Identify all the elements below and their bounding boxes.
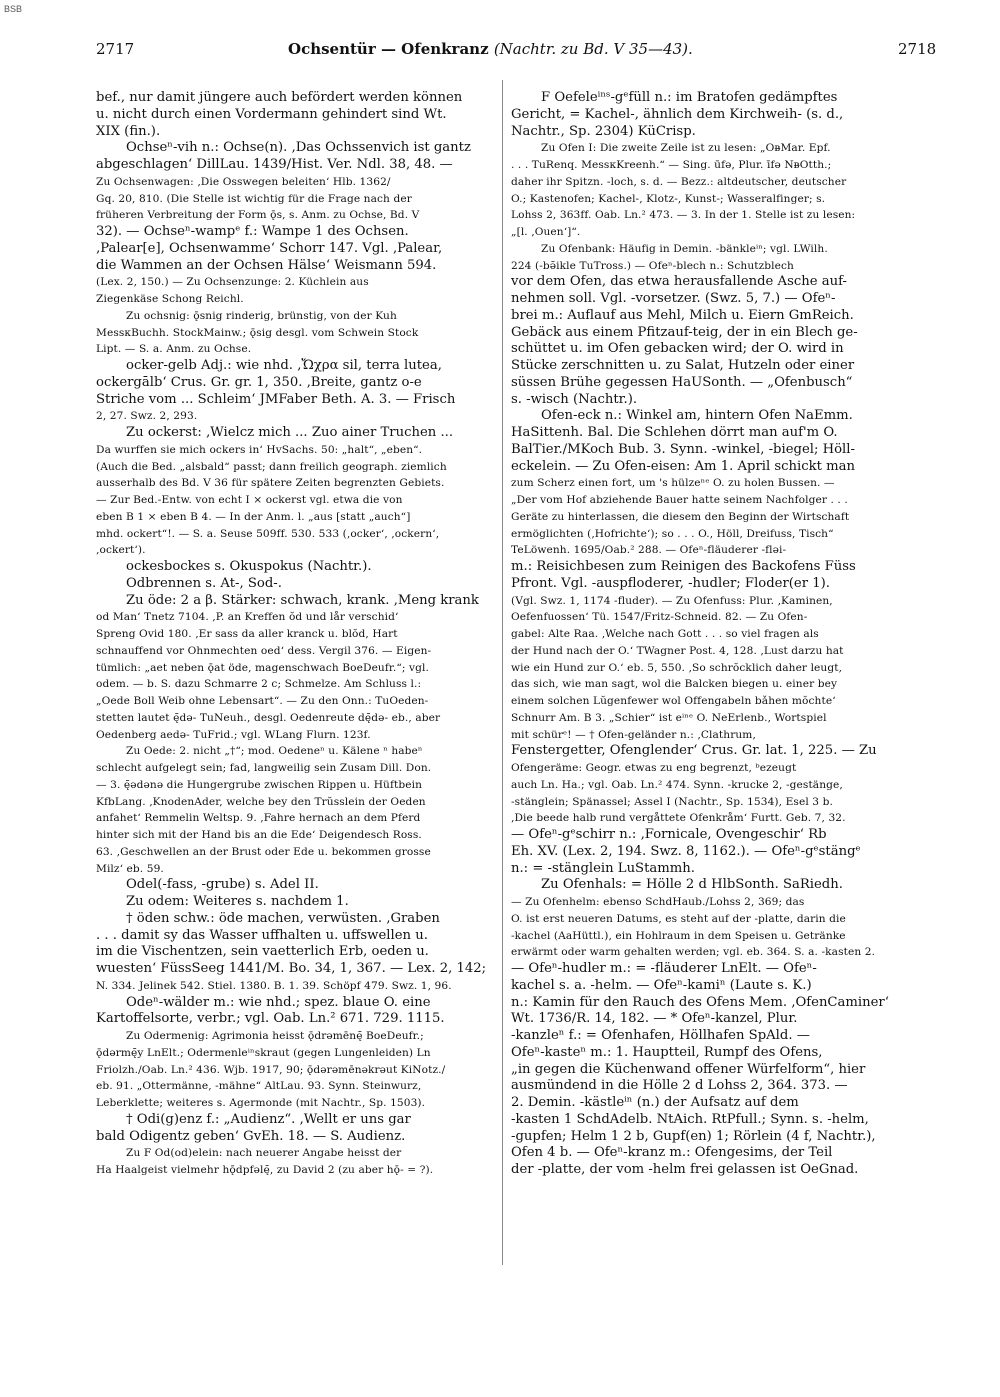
text-line: schüttet u. im Ofen gebacken wird; der O. wird in [511, 341, 844, 357]
text-line: Geräte zu hinterlassen, die diesem den Beginn der Wirtschaft [511, 510, 850, 523]
text-line: brei m.: Auflauf aus Mehl, Milch u. Eiern GmReich. [511, 307, 854, 323]
text-line: „[l. ‚Ouen‘]“. [511, 226, 581, 238]
text-line: O. ist erst neueren Datums, es steht auf der -platte, darin die [511, 912, 846, 925]
text-line: Ofeⁿ-kasteⁿ m.: 1. Hauptteil, Rumpf des Ofens, [511, 1044, 823, 1060]
text-line: s. -wisch (Nachtr.). [511, 391, 638, 407]
text-line: † Odi(g)enz f.: „Audienz“. ‚Wellt er uns gar [126, 1111, 411, 1127]
text-line: Friolzh./Oab. Ln.² 436. Wjb. 1917, 90; ǭdərəmēnəkrəut KiNotz./ [96, 1063, 446, 1076]
text-line: . . . TuRenq. MessᴋKreenh.“ — Sing. ūfə, Plur. īfə NᴃOtth.; [511, 159, 832, 171]
text-line: Striche vom ... Schleim‘ JMFaber Beth. A. 3. — Frisch [96, 391, 456, 407]
text-line: Zu Odermenig: Agrimonia heisst ǭdrəmēnę̄ BoeDeufr.; [126, 1030, 424, 1042]
text-line: Ofengeräme: Geogr. etwas zu eng begrenzt, ᵇezeugt [511, 762, 797, 774]
text-line: ocker-gelb Adj.: wie nhd. ‚Ὤχρα sil, terra lutea, [126, 358, 442, 373]
text-line: Lipt. — S. a. Anm. zu Ochse. [96, 343, 252, 356]
text-line: Odel(-fass, -grube) s. Adel II. [126, 877, 319, 893]
text-line: Stücke zerschnitten u. zu Salat, Hutzeln oder einer [511, 358, 855, 373]
text-line: „in gegen die Küchenwand offener Würfelform“, hier [511, 1061, 866, 1077]
text-line: süssen Brühe gegessen HaUSonth. — „Ofenbusch“ [511, 374, 853, 390]
text-line: Spreng Ovid 180. ‚Er sass da aller kranck u. blŏd, Hart [96, 628, 398, 640]
text-line: -kanzleⁿ f.: = Ofenhafen, Höllhafen SpAld. — [511, 1028, 810, 1043]
text-line: das sich, wie man sagt, wol die Balcken biegen u. einer bey [511, 678, 838, 691]
text-line: — Ofeⁿ-gᵉschirr n.: ‚Fornicale, Ovengeschir‘ Rb [511, 827, 827, 842]
text-line: hinter sich mit der Hand bis an die Ede‘ Deigendesch Ross. [96, 829, 422, 841]
text-line: (Lex. 2, 150.) — Zu Ochsenzunge: 2. Küchlein aus [96, 276, 369, 289]
text-line: Eh. XV. (Lex. 2, 194. Swz. 8, 1162.). — Ofeⁿ-gᵉstängᵉ [511, 843, 861, 859]
text-line: Schnurr Am. B 3. „Schier“ ist eⁱⁿᵉ O. NeErlenb., Wortspiel [511, 711, 827, 724]
text-line: O.; Kastenofen; Kachel-, Klotz-, Kunst-; Wasseralfinger; s. [511, 192, 826, 205]
text-line: Wt. 1736/R. 14, 182. — * Ofeⁿ-kanzel, Plur. [511, 1011, 798, 1027]
text-line: Zu Oede: 2. nicht „†“; mod. Oedeneⁿ u. Kälene ⁿ habeⁿ [126, 745, 423, 758]
header-title: Ochsentür — Ofenkranz [288, 40, 489, 58]
text-line: Zu Ofenhals: = Hölle 2 d HlbSonth. SaRiedh. [541, 877, 843, 893]
text-line: bald Odigentz geben‘ GvEh. 18. — S. Audienz. [96, 1128, 406, 1144]
text-line: N. 334. Jelinek 542. Stiel. 1380. B. 1. 39. Schöpf 479. Swz. 1, 96. [96, 979, 452, 992]
text-line: Oedenberg aedə- TuFrid.; vgl. WLang Flurn. 123f. [96, 728, 371, 741]
text-line: — 3. ę̄ədənə die Hungergrube zwischen Rippen u. Hüftbein [96, 778, 423, 791]
text-line: -gupfen; Helm 1 2 b, Gupf(en) 1; Rörlein (4 f, Nachtr.), [511, 1128, 876, 1144]
text-line: Ha Haalgeist vielmehr hǭdpfəlę̄, zu David 2 (zu aber hǭ- = ?). [96, 1164, 434, 1176]
text-line: HaSittenh. Bal. Die Schlehen dörrt man auf'm O. [511, 425, 838, 440]
text-line: Zu Ofenbank: Häufig in Demin. -bänkleⁱⁿ; vgl. LWilh. [541, 242, 828, 255]
text-line: der -platte, der vom -helm frei gelassen ist OeGnad. [511, 1162, 859, 1177]
text-line: -kasten 1 SchdAdelb. NtAich. RtPfull.; Synn. s. -helm, [511, 1111, 869, 1127]
text-line: Kartoffelsorte, verbr.; vgl. Oab. Ln.² 671. 729. 1115. [96, 1011, 445, 1027]
text-line: „Oede Boll Weib ohne Lebensart“. — Zu den Onn.: TuOeden- [96, 695, 429, 707]
text-line: früheren Verbreitung der Form ǭs, s. Anm. zu Ochse, Bd. V [96, 209, 420, 222]
text-line: ermöglichten (‚Hofrichte‘); so . . . O., Höll, Dreifuss, Tisch“ [511, 527, 834, 540]
text-line: ausserhalb des Bd. V 36 für spätere Zeiten begrenzten Gebiets. [96, 477, 445, 490]
text-line: wuesten‘ FüssSeeg 1441/M. Bo. 34, 1, 367. — Lex. 2, 142; [96, 961, 487, 976]
text-line: XIX (fin.). [96, 123, 161, 139]
text-line: 2, 27. Swz. 2, 293. [96, 410, 198, 423]
text-line: TeLöwenh. 1695/Oab.² 288. — Ofeⁿ-fläuderer -flǝi- [511, 544, 787, 557]
text-line: (Vgl. Swz. 1, 1174 -fluder). — Zu Ofenfuss: Plur. ‚Kaminen, [511, 594, 833, 607]
text-line: schlecht aufgelegt sein; fad, langweilig sein Zusam Dill. Don. [96, 762, 432, 774]
text-line: daher ihr Spitzn. -loch, s. d. — Bezz.: altdeutscher, deutscher [511, 175, 847, 188]
text-line: KfbLang. ‚KnodenAder, welche bey den Trŭsslein der Oeden [96, 795, 426, 808]
text-line: u. nicht durch einen Vordermann gehindert sind Wt. [96, 106, 447, 122]
text-line: „Der vom Hof abziehende Bauer hatte seinem Nachfolger . . . [511, 494, 848, 506]
text-line: Odeⁿ-wälder m.: wie nhd.; spez. blaue O. eine [126, 994, 431, 1010]
text-line: 63. ‚Geschwellen an der Brust oder Ede u. bekommen grosse [96, 845, 431, 858]
text-line: Zu ockerst: ‚Wielcz mich ... Zuo ainer Truchen ... [126, 425, 454, 440]
text-line: od Man‘ Tnetz 7104. ‚P. an Kreffen ŏd und lår verschid‘ [96, 611, 399, 624]
text-line: (Auch die Bed. „alsbald“ passt; dann freilich geograph. ziemlich [96, 460, 447, 473]
text-line: Zu Ofen I: Die zweite Zeile ist zu lesen: „OᴃMar. Epf. [541, 142, 831, 155]
text-line: ‚Die beede halb rund vergåttete Ofenkråm‘ Furtt. Geb. 7, 32. [511, 812, 846, 825]
text-line: gabel: Alte Raa. ‚Welche nach Gott . . . so viel fragen als [511, 628, 819, 640]
text-line: . . . damit sy das Wasser uffhalten u. uffswellen u. [96, 927, 428, 943]
text-line: zum Scherz einen fort, um 's hülzeⁿᵉ O. zu holen Bussen. — [511, 477, 835, 490]
library-mark: BSB [4, 4, 23, 14]
text-line: F Oefeleⁱⁿˢ-gᵉfüll n.: im Bratofen gedämpftes [541, 90, 838, 105]
text-line: n.: = -stänglein LuStammh. [511, 860, 695, 876]
text-line: einem solchen Lŭgenfewer wol Offengabeln bǎhen mŏchte‘ [511, 695, 836, 707]
text-line: ockesbockes s. Okuspokus (Nachtr.). [126, 559, 372, 574]
text-line: schnauffend vor Ohnmechten oed‘ dess. Vergil 376. — Eigen- [96, 644, 432, 657]
text-line: ausmündend in die Hölle 2 d Lohss 2, 364. 373. — [511, 1078, 848, 1094]
text-line: Zu F Od(od)elein: nach neuerer Angabe heisst der [126, 1147, 402, 1160]
text-line: Nachtr., Sp. 2304) KüCrisp. [511, 123, 696, 139]
text-line: 32). — Ochseⁿ-wampᵉ f.: Wampe 1 des Ochsen. [96, 224, 409, 239]
text-line: ‚Palear[e], Ochsenwamme‘ Schorr 147. Vgl. ‚Palear, [96, 240, 443, 256]
header-subtitle: (Nachtr. zu Bd. V 35—43). [493, 40, 693, 58]
text-line: Ochseⁿ-vih n.: Ochse(n). ‚Das Ochssenvich ist gantz [126, 140, 471, 156]
text-line: Zu odem: Weiteres s. nachdem 1. [126, 894, 349, 909]
text-line: Da wurffen sie mich ockers in‘ HvSachs. 50: „halt“, „eben“. [96, 443, 423, 456]
text-line: eb. 91. „Ottermänne, -mähne“ AltLau. 93. Synn. Steinwurz, [96, 1080, 422, 1093]
text-line: Fenstergetter, Ofenglender‘ Crus. Gr. lat. 1, 225. — Zu [511, 743, 877, 759]
text-line: bef., nur damit jüngere auch befördert werden können [96, 90, 463, 105]
text-line: mit schürᵉ! — † Ofen-geländer n.: ‚Clathrum, [511, 728, 756, 741]
text-line: anfahet‘ Remmelin Weltsp. 9. ‚Fahre hernach an dem Pferd [96, 812, 421, 825]
text-line: tümlich: „aet neben ǭat öde, magenschwach BoeDeufr.“; vgl. [96, 661, 429, 674]
text-line: mhd. ockert“!. — S. a. Seuse 509ff. 530. 533 (‚ocker‘, ‚ockern‘, [96, 527, 440, 540]
text-line: — Ofeⁿ-hudler m.: = -fläuderer LnElt. — Ofeⁿ- [511, 961, 817, 976]
text-line: abgeschlagen‘ DillLau. 1439/Hist. Ver. Ndl. 38, 48. — [96, 157, 453, 172]
text-line: im die Vischentzen, sein vaetterlich Erb, oeden u. [96, 944, 429, 960]
text-line: nehmen soll. Vgl. -vorsetzer. (Swz. 5, 7.) — Ofeⁿ- [511, 291, 836, 306]
text-line: 2. Demin. -kästleⁱⁿ (n.) der Aufsatz auf dem [511, 1095, 799, 1110]
text-line: eben B 1 × eben B 4. — In der Anm. l. „aus [statt „auch“] [96, 510, 411, 523]
text-line: Lohss 2, 363ff. Oab. Ln.² 473. — 3. In der 1. Stelle ist zu lesen: [511, 209, 856, 222]
text-line: Ofen-eck n.: Winkel am, hintern Ofen NaEmm. [541, 408, 853, 424]
text-line: odem. — b. S. dazu Schmarre 2 c; Schmelze. Am Schluss l.: [96, 678, 422, 691]
text-line: Zu öde: 2 a β. Stärker: schwach, krank. ‚Meng krank [126, 592, 479, 608]
text-line: m.: Reisichbesen zum Reinigen des Backofens Füss [511, 559, 856, 574]
column-divider [502, 80, 503, 1265]
left-column [96, 90, 504, 1179]
text-line: stetten lautet ę̄də- TuNeuh., desgl. Oedenreute dę̄də- eb., aber [96, 711, 441, 724]
text-line: † öden schw.: öde machen, verwüsten. ‚Graben [126, 910, 440, 926]
text-line: Gebäck aus einem Pfitzauf-teig, der in ein Blech ge- [511, 324, 858, 340]
text-line: Leberklette; weiteres s. Agermonde (mit Nachtr., Sp. 1503). [96, 1097, 426, 1109]
text-line: Odbrennen s. At-, Sod-. [126, 575, 282, 591]
text-line: kachel s. a. -helm. — Ofeⁿ-kamiⁿ (Laute s. K.) [511, 977, 812, 993]
right-page-number: 2718 [898, 40, 937, 58]
text-line: Gericht, = Kachel-, ähnlich dem Kirchweih- (s. d., [511, 106, 844, 122]
text-line: Ziegenkäse Schong Reichl. [96, 293, 244, 305]
text-line: 224 (-bə̄ikle TuTross.) — Ofeⁿ-blech n.: Schutzblech [511, 259, 794, 272]
text-line: — Zu Ofenhelm: ebenso SchdHaub./Lohss 2, 369; das [511, 896, 805, 908]
text-line: die Wammen an der Ochsen Hälse‘ Weismann 594. [96, 257, 437, 273]
text-line: ‚ockert‘). [96, 544, 146, 557]
text-line: Zu Ochsenwagen: ‚Die Osswegen beleiten‘ Hlb. 1362/ [96, 175, 391, 188]
text-line: ockergālb‘ Crus. Gr. gr. 1, 350. ‚Breite, gantz o-e [96, 374, 422, 390]
text-line: — Zur Bed.-Entw. von echt I × ockerst vgl. etwa die von [96, 494, 403, 506]
text-line: erwärmt oder warm gehalten werden; vgl. eb. 364. S. a. -kasten 2. [511, 946, 876, 959]
text-line: Gq. 20, 810. (Die Stelle ist wichtig für die Frage nach der [96, 192, 412, 205]
text-line: BalTier./MKoch Bub. 3. Synn. -winkel, -biegel; Höll- [511, 441, 855, 457]
text-line: n.: Kamin für den Rauch des Ofens Mem. ‚OfenCaminer‘ [511, 994, 889, 1010]
text-line: wie ein Hund zur O.‘ eb. 5, 550. ‚So schrŏcklich daher leugt, [511, 661, 843, 674]
text-line: Milz‘ eb. 59. [96, 862, 164, 875]
text-line: MessᴋBuchh. StockMainw.; ǭsig desgl. vom Schwein Stock [96, 326, 419, 339]
text-line: vor dem Ofen, das etwa herausfallende Asche auf- [511, 274, 847, 290]
text-line: -stänglein; Spänassel; Assel I (Nachtr., Sp. 1534), Esel 3 b. [511, 795, 833, 808]
text-line: Ofen 4 b. — Ofeⁿ-kranz m.: Ofengesims, der Teil [511, 1145, 833, 1161]
text-line: -kachel (AaHüttl.), ein Hohlraum in dem Speisen u. Getränke [511, 929, 846, 942]
text-line: der Hund nach der O.‘ TWagner Post. 4, 128. ‚Lust darzu hat [511, 644, 844, 657]
text-line: Pfront. Vgl. -auspfloderer, -hudler; Floder(er 1). [511, 575, 830, 591]
text-line: ǭdərmę̄y LnElt.; Odermenleⁱⁿskraut (gegen Lungenleiden) Ln [96, 1046, 431, 1059]
left-page-number: 2717 [96, 40, 135, 58]
right-column [511, 90, 919, 1179]
text-line: Oefenfuossen‘ Tü. 1547/Fritz-Schneid. 82. — Zu Ofen- [511, 611, 808, 624]
text-line: eckelein. — Zu Ofen-eisen: Am 1. April schickt man [511, 458, 855, 474]
text-line: auch Ln. Ha.; vgl. Oab. Ln.² 474. Synn. -krucke 2, -gestänge, [511, 778, 843, 791]
running-header [288, 40, 693, 58]
text-line: Zu ochsnig: ǭsnig rinderig, brünstig, von der Kuh [126, 309, 397, 322]
